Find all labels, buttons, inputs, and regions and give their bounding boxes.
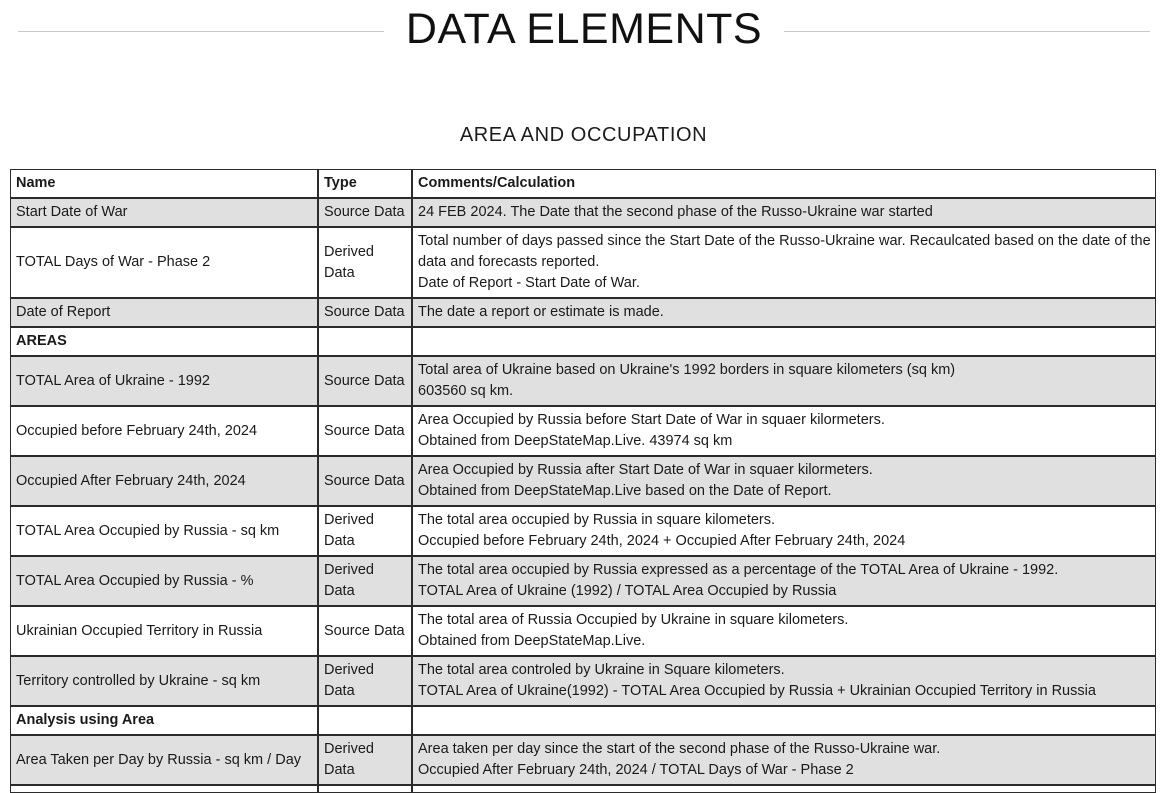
- cell-comment-line: Total area of Ukraine based on Ukraine's 1992 borders in square kilometers (sq km): [418, 362, 956, 379]
- title-rule-right: [784, 31, 1150, 32]
- cell-type: Source Data: [318, 356, 412, 406]
- cell-name: TOTAL Area of Ukraine - 1992: [10, 356, 318, 406]
- cell-comment-line: 603560 sq km.: [418, 383, 514, 400]
- column-header-comments: Comments/Calculation: [412, 169, 1156, 198]
- document-header: [0, 0, 1167, 62]
- cell-type: [318, 785, 412, 793]
- cell-type: Source Data: [318, 456, 412, 506]
- cell-comment-line: The total area of Russia Occupied by Ukraine in square kilometers.: [418, 612, 849, 629]
- cell-comment-line: The date a report or estimate is made.: [418, 304, 664, 321]
- column-header-name: Name: [10, 169, 318, 198]
- cell-comment: [412, 406, 1156, 456]
- cell-name: Area Taken per Day by Russia - sq km / Day: [10, 735, 318, 785]
- cell-comment-line: Area Occupied by Russia after Start Date of War in squaer kilormeters.: [418, 462, 873, 479]
- table-header: [10, 169, 1156, 198]
- cell-name: Start Date of War: [10, 198, 318, 227]
- cell-name: [10, 785, 318, 793]
- cell-comment: [412, 356, 1156, 406]
- table-row: [10, 556, 1156, 606]
- cell-comment: [412, 656, 1156, 706]
- title-row: [0, 0, 1167, 62]
- table-section-row: [10, 706, 1156, 735]
- table-row: [10, 227, 1156, 298]
- cell-name: Ukrainian Occupied Territory in Russia: [10, 606, 318, 656]
- cell-comment-line: TOTAL Area of Ukraine(1992) - TOTAL Area Occupied by Russia + Ukrainian Occupied Territory in Russia: [418, 683, 1096, 700]
- cell-comment-line: Obtained from DeepStateMap.Live.: [418, 633, 646, 650]
- cell-comment: [412, 735, 1156, 785]
- cell-comment: [412, 506, 1156, 556]
- cell-comment-line: Occupied before February 24th, 2024 + Occupied After February 24th, 2024: [418, 533, 906, 550]
- cell-name: Date of Report: [10, 298, 318, 327]
- table-row: [10, 198, 1156, 227]
- cell-comment: [412, 198, 1156, 227]
- table-row: [10, 456, 1156, 506]
- table-row: [10, 356, 1156, 406]
- table-row: [10, 785, 1156, 793]
- table-row: [10, 606, 1156, 656]
- table-header-row: [10, 169, 1156, 198]
- cell-type: [318, 706, 412, 735]
- cell-comment-line: Obtained from DeepStateMap.Live. 43974 sq km: [418, 433, 733, 450]
- cell-comment-line: Occupied After February 24th, 2024 / TOTAL Days of War - Phase 2: [418, 762, 854, 779]
- table-row: [10, 656, 1156, 706]
- cell-name: Analysis using Area: [10, 706, 318, 735]
- cell-comment-line: 24 FEB 2024. The Date that the second phase of the Russo-Ukraine war started: [418, 204, 933, 221]
- cell-comment-line: Area taken per day since the start of the second phase of the Russo-Ukraine war.: [418, 741, 941, 758]
- cell-comment: [412, 327, 1156, 356]
- cell-name: AREAS: [10, 327, 318, 356]
- cell-comment: [412, 606, 1156, 656]
- cell-name: Occupied before February 24th, 2024: [10, 406, 318, 456]
- cell-comment-line: Obtained from DeepStateMap.Live based on the Date of Report.: [418, 483, 832, 500]
- cell-type: Source Data: [318, 406, 412, 456]
- page-title: DATA ELEMENTS: [405, 4, 763, 53]
- cell-comment-line: Total number of days passed since the Start Date of the Russo-Ukraine war. Recaulcated based on the date of the data and forecasts reported.: [418, 233, 1151, 271]
- title-rule-left: [18, 31, 384, 32]
- table-row: [10, 298, 1156, 327]
- cell-type: Derived Data: [318, 735, 412, 785]
- cell-comment: [412, 227, 1156, 298]
- cell-comment: [412, 785, 1156, 793]
- cell-comment: [412, 298, 1156, 327]
- cell-comment: [412, 556, 1156, 606]
- cell-comment-line: The total area controled by Ukraine in Square kilometers.: [418, 662, 785, 679]
- table-row: [10, 506, 1156, 556]
- cell-name: TOTAL Area Occupied by Russia - sq km: [10, 506, 318, 556]
- table-body: [10, 198, 1156, 793]
- cell-comment: [412, 706, 1156, 735]
- cell-comment-line: TOTAL Area of Ukraine (1992) / TOTAL Area Occupied by Russia: [418, 583, 837, 600]
- cell-comment-line: The total area occupied by Russia expressed as a percentage of the TOTAL Area of Ukraine - 1992.: [418, 562, 1059, 579]
- cell-type: Source Data: [318, 198, 412, 227]
- cell-type: Derived Data: [318, 556, 412, 606]
- cell-name: Occupied After February 24th, 2024: [10, 456, 318, 506]
- cell-type: Derived Data: [318, 506, 412, 556]
- cell-comment-line: The total area occupied by Russia in square kilometers.: [418, 512, 776, 529]
- table-section-row: [10, 327, 1156, 356]
- cell-name: Territory controlled by Ukraine - sq km: [10, 656, 318, 706]
- cell-comment: [412, 456, 1156, 506]
- table-row: [10, 406, 1156, 456]
- data-elements-table-wrap: [10, 169, 1156, 793]
- cell-type: Derived Data: [318, 227, 412, 298]
- table-row: [10, 735, 1156, 785]
- page-subtitle: AREA AND OCCUPATION: [459, 124, 708, 146]
- cell-name: TOTAL Area Occupied by Russia - %: [10, 556, 318, 606]
- cell-comment-line: Date of Report - Start Date of War.: [418, 275, 640, 292]
- cell-name: TOTAL Days of War - Phase 2: [10, 227, 318, 298]
- cell-comment-line: Area Occupied by Russia before Start Date of War in squaer kilormeters.: [418, 412, 885, 429]
- cell-type: Source Data: [318, 298, 412, 327]
- cell-type: Source Data: [318, 606, 412, 656]
- data-elements-table: [10, 169, 1156, 793]
- subtitle-wrap: [0, 124, 1167, 147]
- cell-type: [318, 327, 412, 356]
- cell-type: Derived Data: [318, 656, 412, 706]
- column-header-type: Type: [318, 169, 412, 198]
